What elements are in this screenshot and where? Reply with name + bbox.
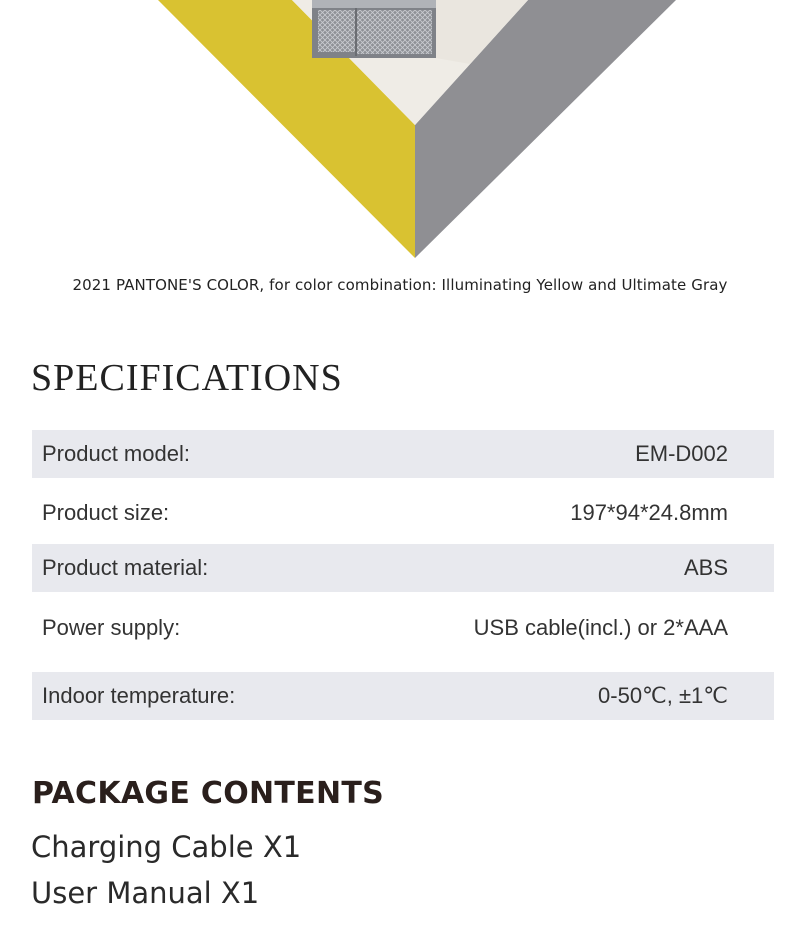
- package-contents-heading: PACKAGE CONTENTS: [32, 776, 385, 811]
- spec-label: Product model:: [42, 441, 190, 466]
- spec-row-product-material: [32, 544, 774, 592]
- spec-row-product-size: [32, 489, 774, 537]
- spec-row-product-model: [32, 430, 774, 478]
- package-item-user-manual: User Manual X1: [31, 876, 260, 910]
- spec-label: Product material:: [42, 555, 209, 580]
- spec-value: 0-50℃, ±1℃: [598, 683, 728, 708]
- spec-value: 197*94*24.8mm: [570, 500, 728, 525]
- spec-row-power-supply: [32, 604, 774, 652]
- spec-label: Power supply:: [42, 615, 181, 640]
- spec-label: Product size:: [42, 500, 170, 525]
- product-banner-image: [0, 0, 800, 262]
- package-item-charging-cable: Charging Cable X1: [31, 830, 302, 864]
- specifications-heading: SPECIFICATIONS: [31, 357, 343, 399]
- spec-label: Indoor temperature:: [42, 683, 236, 708]
- spec-value: USB cable(incl.) or 2*AAA: [473, 615, 728, 640]
- spec-value: EM-D002: [635, 441, 728, 466]
- spec-row-indoor-temperature: [32, 672, 774, 720]
- banner-caption: 2021 PANTONE'S COLOR, for color combination: Illuminating Yellow and Ultimate Gray: [72, 276, 728, 294]
- device-photo: [312, 0, 436, 58]
- pantone-color-graphic: [0, 0, 800, 262]
- spec-value: ABS: [683, 555, 728, 580]
